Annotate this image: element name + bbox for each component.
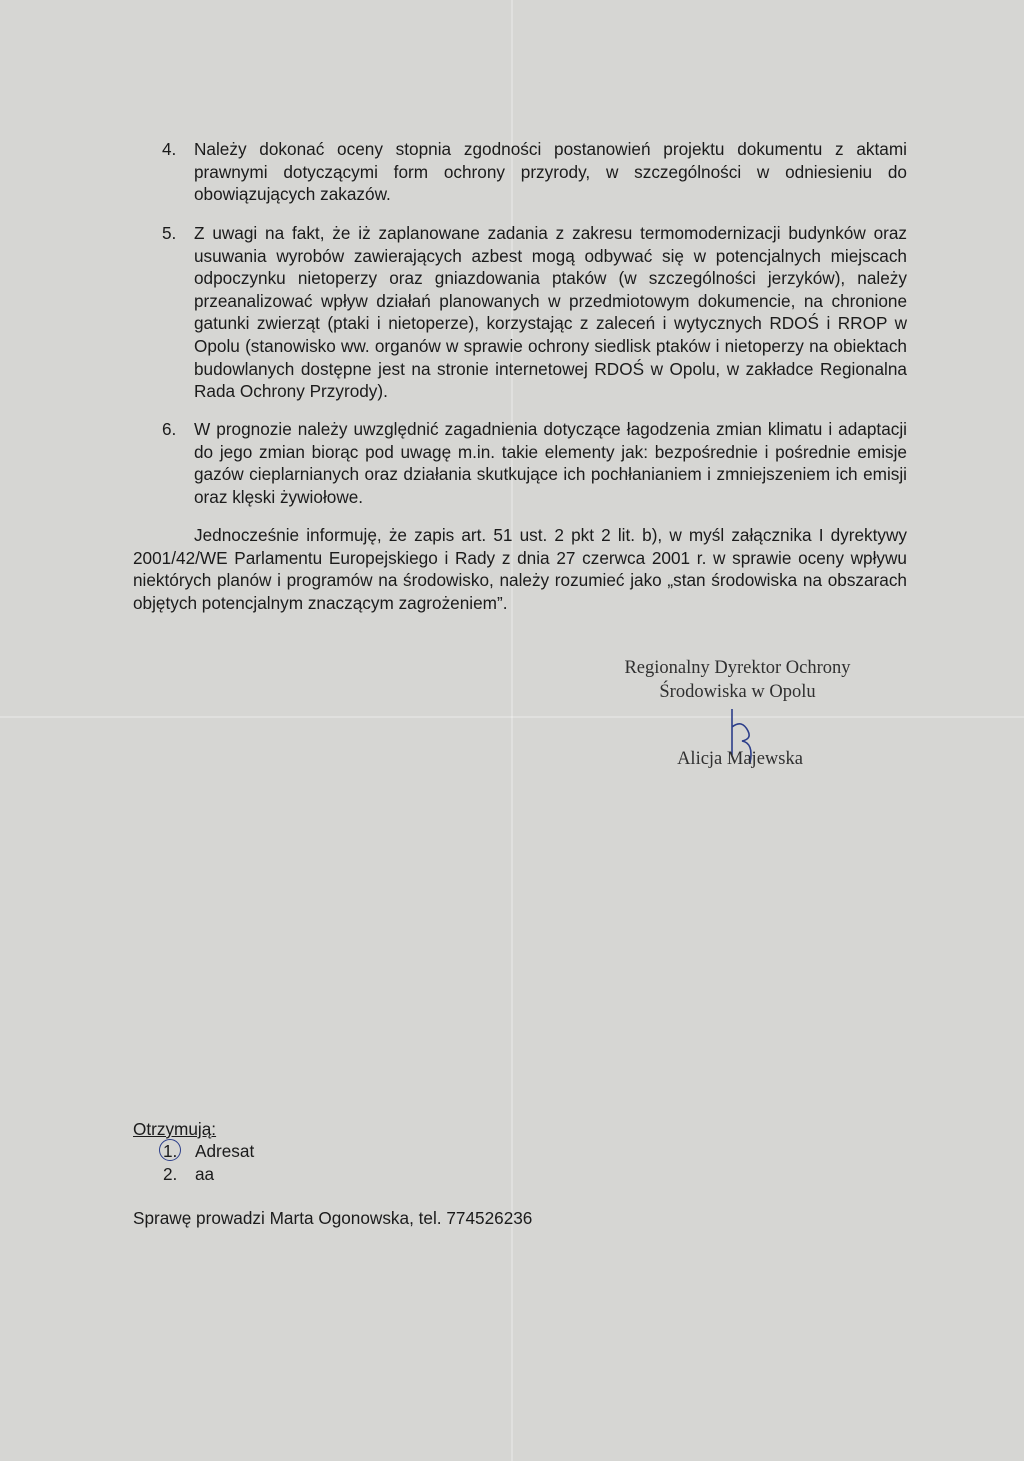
- item-text: W prognozie należy uwzględnić zagadnienia dotyczące łagodzenia zmian klimatu i adaptacji do jego zmian biorąc pod uwagę m.in. takie elementy jak: bezpośrednie i pośrednie emisje gazów cieplarnianych oraz działania skutkujące ich pochłanianiem i zmniejszeniem ich emisji oraz klęski żywiołowe.: [194, 419, 907, 507]
- recipient-number: 1.: [163, 1141, 195, 1162]
- signatory-title-line2: Środowiska w Opolu: [659, 682, 816, 702]
- list-item-6: [162, 418, 907, 508]
- item-number: 6.: [162, 419, 177, 439]
- list-item-5: [162, 222, 907, 403]
- signatory-title: [600, 656, 875, 704]
- item-text: Należy dokonać oceny stopnia zgodności postanowień projektu dokumentu z aktami prawnymi dotyczącymi form ochrony przyrody, w szczególności w odniesieniu do obowiązujących zakazów.: [194, 139, 907, 205]
- signatory-title-line1: Regionalny Dyrektor Ochrony: [624, 658, 851, 678]
- recipient-item: [163, 1141, 254, 1162]
- recipient-name: aa: [195, 1164, 215, 1184]
- item-text: Z uwagi na fakt, że iż zaplanowane zadania z zakresu termomodernizacji budynków oraz usuwania wyrobów zawierających azbest mogą odbywać się w potencjalnych miejscach odpoczynku nietoperzy oraz gniazdowania ptaków (w szczególności jerzyków), należy przeanalizować wpływ działań planowanych w przedmiotowym dokumencie, na chronione gatunki zwierząt (ptaki i nietoperze), korzystając z zaleceń i wytycznych RDOŚ i RROP w Opolu (stanowisko ww. organów w sprawie ochrony siedlisk ptaków i nietoperzy na obiektach budowlanych dostępne jest na stronie internetowej RDOŚ w Opolu, w zakładce Regionalna Rada Ochrony Przyrody).: [194, 223, 907, 402]
- recipient-item: [163, 1164, 214, 1185]
- circle-mark-icon: [159, 1139, 181, 1161]
- paper-fold-horizontal: [0, 716, 1024, 718]
- recipient-name: Adresat: [195, 1141, 255, 1161]
- case-officer-footer: Sprawę prowadzi Marta Ogonowska, tel. 774526236: [133, 1208, 533, 1228]
- closing-paragraph: Jednocześnie informuję, że zapis art. 51 ust. 2 pkt 2 lit. b), w myśl załącznika I dyrektywy 2001/42/WE Parlamentu Europejskiego i Rady z dnia 27 czerwca 2001 r. w sprawie oceny wpływu niektórych planów i programów na środowisko, należy rozumieć jako „stan środowiska na obszarach objętych potencjalnym znaczącym zagrożeniem”.: [133, 525, 907, 613]
- item-number: 4.: [162, 139, 177, 159]
- list-item-4: [162, 138, 907, 206]
- signatory-name: Alicja Majewska: [677, 749, 803, 769]
- item-number: 5.: [162, 223, 177, 243]
- paper-fold-vertical: [511, 0, 513, 1461]
- recipient-number: 2.: [163, 1164, 178, 1184]
- recipients-heading: Otrzymują:: [133, 1119, 217, 1139]
